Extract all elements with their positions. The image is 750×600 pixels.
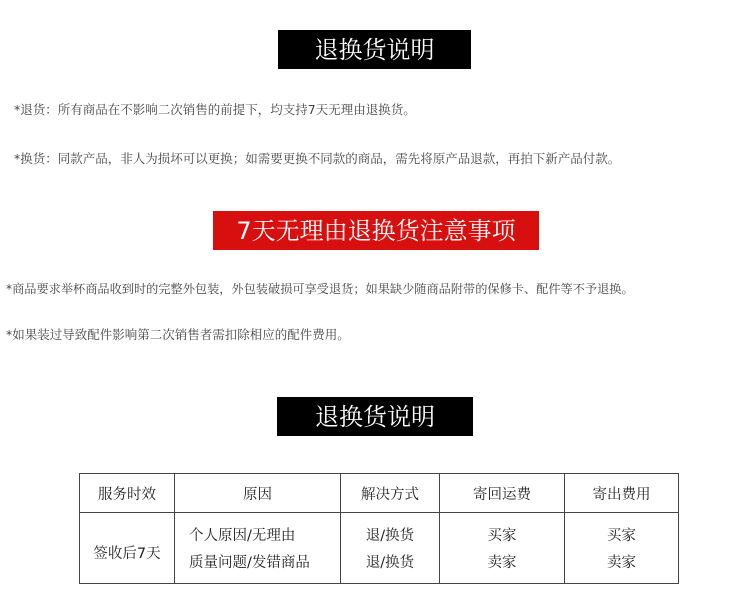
section-title-return-table: 退换货说明	[277, 397, 473, 436]
send-fee-cell: 卖家	[565, 548, 679, 584]
return-fee-cell: 卖家	[440, 548, 565, 584]
section-title-return-policy: 退换货说明	[278, 30, 471, 69]
notice-packaging-text: *商品要求举杯商品收到时的完整外包装，外包装破损可享受退货；如果缺少随商品附带的保修卡、配件等不予退换。	[6, 282, 634, 296]
return-policy-table	[79, 473, 679, 584]
header-reason: 原因	[175, 474, 341, 513]
exchange-policy-text: *换货：同款产品，非人为损坏可以更换；如需要更换不同款的商品，需先将原产品退款，再拍下新产品付款。	[14, 151, 621, 166]
return-fee-cell: 买家	[440, 513, 565, 549]
solution-cell: 退/换货	[341, 548, 440, 584]
section-title-7day-notes: 7天无理由退换货注意事项	[213, 211, 539, 250]
table-row	[80, 513, 679, 549]
reason-cell: 个人原因/无理由	[175, 513, 341, 549]
table-header-row	[80, 474, 679, 513]
header-solution: 解决方式	[341, 474, 440, 513]
service-period-cell: 签收后7天	[80, 513, 175, 584]
solution-cell: 退/换货	[341, 513, 440, 549]
reason-cell: 质量问题/发错商品	[175, 548, 341, 584]
notice-accessory-fee-text: *如果装过导致配件影响第二次销售者需扣除相应的配件费用。	[6, 327, 350, 342]
header-service-period: 服务时效	[80, 474, 175, 513]
header-return-shipping: 寄回运费	[440, 474, 565, 513]
header-send-shipping: 寄出费用	[565, 474, 679, 513]
return-policy-text: *退货：所有商品在不影响二次销售的前提下，均支持7天无理由退换货。	[14, 102, 416, 117]
send-fee-cell: 买家	[565, 513, 679, 549]
